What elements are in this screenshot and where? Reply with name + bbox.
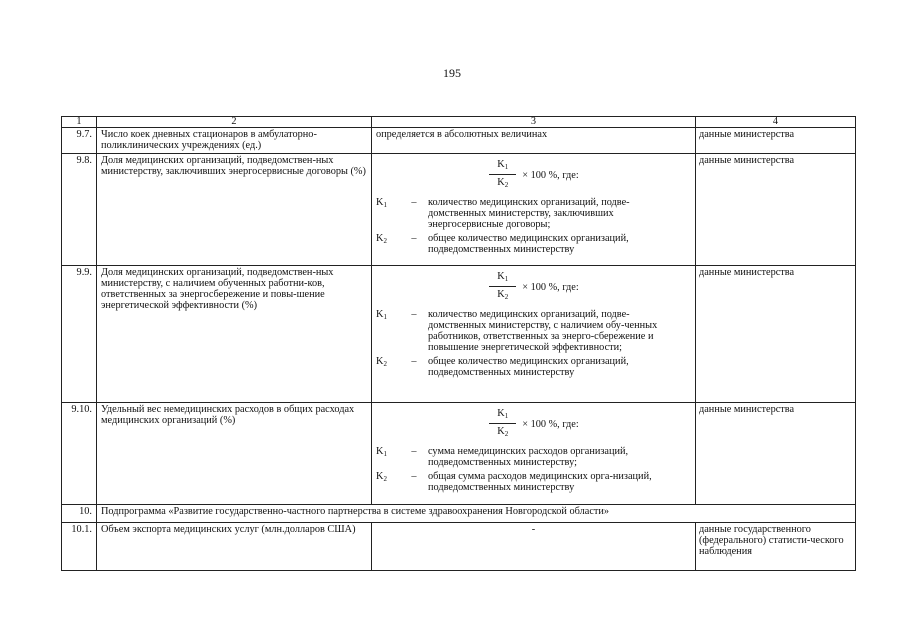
row-number: 9.9. — [62, 266, 97, 403]
subscript: 1 — [504, 275, 509, 283]
definition-row — [376, 446, 692, 468]
indicators-table — [61, 116, 856, 571]
subprogram-title: Подпрограмма «Развитие государственно-частного партнерства в системе здравоохранения Новгородской области» — [97, 505, 856, 523]
definition-row — [376, 471, 692, 493]
definition-text: общее количество медицинских организаций, подведомственных министерству — [428, 233, 629, 255]
definition-dash: – — [411, 197, 417, 208]
source-text: данные министерства — [696, 154, 856, 266]
header-col-2: 2 — [97, 117, 372, 128]
definition-dash: – — [411, 356, 417, 367]
header-col-1: 1 — [62, 117, 97, 128]
definition-symbol: K — [376, 233, 384, 244]
denominator: K — [497, 426, 505, 437]
subscript: 2 — [504, 181, 509, 189]
formula-tail: × 100 %, где: — [522, 169, 579, 181]
subscript: 1 — [383, 450, 387, 458]
source-text: данные государственного (федерального) статисти-ческого наблюдения — [696, 523, 856, 571]
formula — [376, 159, 692, 191]
method-text: - — [372, 523, 696, 571]
numerator: K — [497, 408, 505, 419]
header-col-4: 4 — [696, 117, 856, 128]
subscript: 2 — [504, 430, 509, 438]
row-number: 9.8. — [62, 154, 97, 266]
formula-cell — [372, 266, 696, 403]
row-number: 9.7. — [62, 128, 97, 154]
definition-symbol: K — [376, 356, 384, 367]
definition-text: общая сумма расходов медицинских орга-низаций, подведомственных министерству — [428, 471, 652, 493]
row-number: 10. — [62, 505, 97, 523]
subscript: 1 — [383, 313, 387, 321]
subscript: 1 — [383, 201, 387, 209]
table-row — [62, 154, 856, 266]
row-number: 10.1. — [62, 523, 97, 571]
fraction — [489, 271, 516, 303]
source-text: данные министерства — [696, 266, 856, 403]
indicator-name: Объем экспорта медицинских услуг (млн.долларов США) — [97, 523, 372, 571]
fraction — [489, 159, 516, 191]
table-row — [62, 523, 856, 571]
indicator-name: Доля медицинских организаций, подведомствен-ных министерству, заключивших энергосервисные договоры (%) — [97, 154, 372, 266]
definition-symbol: K — [376, 471, 384, 482]
definition-symbol: K — [376, 309, 384, 320]
indicator-name: Доля медицинских организаций, подведомствен-ных министерству, с наличием обученных работни-ков, ответственных за энергосбережение и повы-шение энергетической эффективности (%) — [97, 266, 372, 403]
row-number: 9.10. — [62, 403, 97, 505]
subscript: 2 — [383, 475, 387, 483]
formula-cell — [372, 154, 696, 266]
definition-row — [376, 356, 692, 378]
denominator: K — [497, 289, 505, 300]
definition-dash: – — [411, 233, 417, 244]
indicator-name: Удельный вес немедицинских расходов в общих расходах медицинских организаций (%) — [97, 403, 372, 505]
denominator: K — [497, 177, 505, 188]
table-row — [62, 403, 856, 505]
definition-text: сумма немедицинских расходов организаций, подведомственных министерству; — [428, 446, 629, 468]
formula — [376, 271, 692, 303]
numerator: K — [497, 271, 505, 282]
table-row — [62, 266, 856, 403]
subscript: 2 — [504, 293, 509, 301]
definition-row — [376, 233, 692, 255]
definition-text: общее количество медицинских организаций, подведомственных министерству — [428, 356, 629, 378]
definition-row — [376, 309, 692, 353]
numerator: K — [497, 159, 505, 170]
fraction — [489, 408, 516, 440]
definition-text: количество медицинских организаций, подве-домственных министерству, с наличием обу-ченных работников, ответственных за энерго-сбережение и повышение энергетической эффективности; — [428, 309, 658, 353]
definition-dash: – — [411, 309, 417, 320]
definition-row — [376, 197, 692, 230]
definition-symbol: K — [376, 197, 384, 208]
definition-symbol: K — [376, 446, 384, 457]
definition-dash: – — [411, 471, 417, 482]
formula-tail: × 100 %, где: — [522, 281, 579, 293]
indicator-name: Число коек дневных стационаров в амбулаторно-поликлинических учреждениях (ед.) — [97, 128, 372, 154]
source-text: данные министерства — [696, 403, 856, 505]
page-number: 195 — [443, 66, 461, 80]
formula-tail: × 100 %, где: — [522, 418, 579, 430]
formula — [376, 408, 692, 440]
subscript: 2 — [383, 237, 387, 245]
header-row — [62, 117, 856, 128]
subprogram-row — [62, 505, 856, 523]
method-text: определяется в абсолютных величинах — [372, 128, 696, 154]
header-col-3: 3 — [372, 117, 696, 128]
subscript: 1 — [504, 163, 509, 171]
subscript: 1 — [504, 412, 509, 420]
definition-text: количество медицинских организаций, подве-домственных министерству, заключивших энергосервисные договоры; — [428, 197, 630, 230]
source-text: данные министерства — [696, 128, 856, 154]
table-row — [62, 128, 856, 154]
subscript: 2 — [383, 360, 387, 368]
definition-dash: – — [411, 446, 417, 457]
formula-cell — [372, 403, 696, 505]
